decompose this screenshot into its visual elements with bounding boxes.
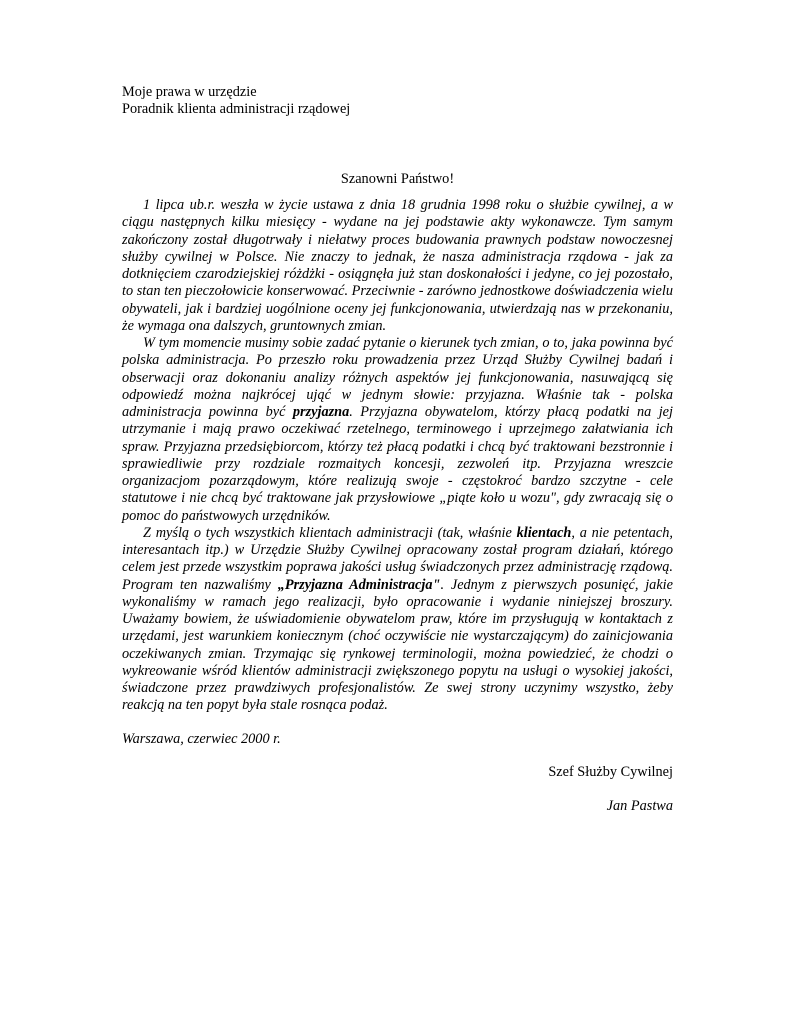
signature-title: Szef Służby Cywilnej <box>548 763 673 780</box>
place-and-date: Warszawa, czerwiec 2000 r. <box>122 730 281 747</box>
paragraph-2-emphasis: przyjazna <box>292 404 350 420</box>
paragraph-3-text-a: Z myślą o tych wszystkich klientach administracji (tak, właśnie <box>143 524 517 541</box>
paragraph-2-text-a: W tym momencie musimy sobie zadać pytanie o kierunek tych zmian, o to, jaka powinna być polska administracja. Po przeszło roku prowadzenia przez Urząd Służby Cywilnej badań i obserwacji oraz dokonaniu analizy różnych aspektów jej funkcjonowania, nasuwającą się odpowiedź można najkrócej ująć w jednym słowie: przyjazna. Właśnie tak - polska administracja powinna być <box>122 335 673 420</box>
paragraph-1: 1 lipca ub.r. weszła w życie ustawa z dnia 18 grudnia 1998 roku o służbie cywilnej, a w ciągu następnych kilku miesięcy - wydane na jej podstawie akty wykonawcze. Tym samym zakończony został długotrwały i niełatwy proces budowania prawnych podstaw nowoczesnej służby cywilnej w Polsce. Nie znaczy to jednak, że nasza administracja rządowa - jak za dotknięciem czarodziejskiej różdżki - osiągnęła już stan doskonałości i jedyne, co jej pozostało, to stan ten pieczołowicie konserwować. Przeciwnie - zarówno jednostkowe doświadczenia wielu obywateli, jak i bardziej uogólnione oceny jej funkcjonowania, utwierdzają nas w przekonaniu, że wymaga ona dalszych, gruntownych zmian. <box>122 197 673 334</box>
paragraph-3-text-c: . Jednym z pierwszych posunięć, jakie wykonaliśmy w ramach jego realizacji, było opracowanie i wydanie niniejszej broszury. Uważamy bowiem, że uświadomienie obywatelom praw, które im przysługują w kontaktach z urzędami, jest warunkiem koniecznym (choć oczywiście nie wystarczającym) do zainicjowania oczekiwanych zmian. Trzymając się rynkowej terminologii, można powiedzieć, że chodzi o wykreowanie wśród klientów administracji zwiększonego popytu na usługi o wysokiej jakości, świadczone przez prawdziwych profesjonalistów. Ze swej strony uczynimy wszystko, żeby reakcją na ten popyt była stale rosnąca podaż. <box>122 576 673 714</box>
paragraph-2 <box>122 335 673 525</box>
greeting: Szanowni Państwo! <box>340 171 455 187</box>
document-subtitle: Poradnik klienta administracji rządowej <box>122 101 351 117</box>
paragraph-3-text-b: , a nie petentach, interesantach itp.) w Urzędzie Służby Cywilnej opracowany został program działań, którego celem jest przede wszystkim poprawa jakości usług świadczonych przez administrację rządową. Program ten nazwaliśmy <box>122 524 673 593</box>
paragraph-2-text-b: . Przyjazna obywatelom, którzy płacą podatki na jej utrzymanie i mają prawo oczekiwać rzetelnego, terminowego i uprzejmego załatwiania ich spraw. Przyjazna przedsiębiorcom, którzy też płacą podatki i chcą być traktowani bezstronnie i sprawiedliwie przy rozdziale rozmaitych koncesji, zezwoleń itp. Przyjazna wreszcie organizacjom pozarządowym, które realizują swoje - częstokroć bardzo szczytne - cele statutowe i nie chcą być traktowane jak przysłowiowe „piąte koło u wozu", gdy zwracają się o pomoc do państwowych urzędników. <box>122 404 673 524</box>
document-title: Moje prawa w urzędzie <box>122 84 257 100</box>
paragraph-3-emphasis-clients: klientach <box>516 524 572 541</box>
document-page <box>122 84 673 815</box>
paragraph-3-emphasis-program: „Przyjazna Administracja" <box>277 576 441 593</box>
paragraph-3 <box>122 525 673 715</box>
letter-body <box>122 197 673 715</box>
signature-name: Jan Pastwa <box>606 797 673 814</box>
